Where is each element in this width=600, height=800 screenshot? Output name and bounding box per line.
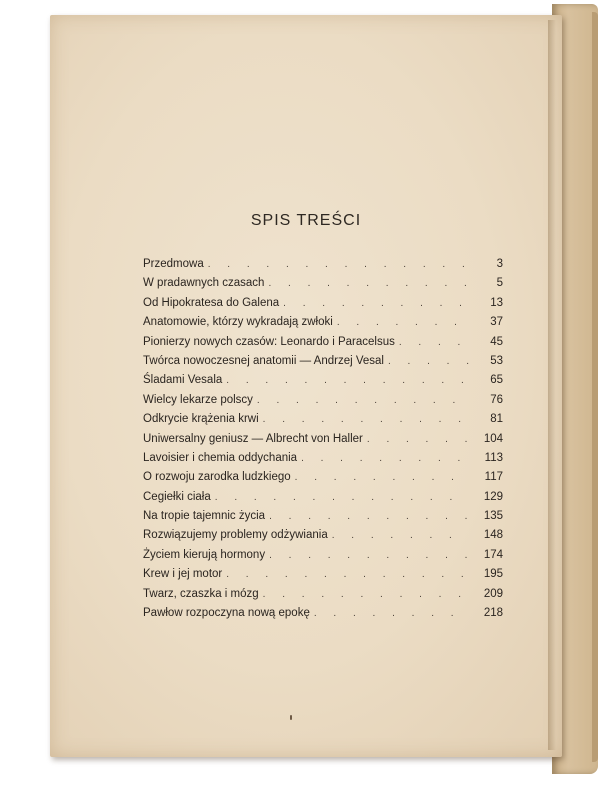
toc-dot-leader (263, 414, 469, 425)
toc-dot-leader (337, 317, 469, 328)
table-of-contents (143, 258, 503, 626)
toc-entry (143, 549, 503, 568)
toc-entry (143, 413, 503, 432)
toc-dot-leader (283, 298, 469, 309)
toc-entry (143, 336, 503, 355)
toc-dot-leader (301, 453, 469, 464)
toc-entry-page-number: 76 (490, 393, 503, 406)
toc-entry (143, 355, 503, 374)
toc-entry-page-number: 135 (483, 510, 503, 523)
toc-entry-title: Odkrycie krążenia krwi (143, 413, 259, 426)
toc-dot-leader (399, 337, 469, 348)
toc-entry (143, 394, 503, 413)
toc-entry-title: Wielcy lekarze polscy (143, 393, 253, 406)
toc-entry-page-number: 37 (490, 316, 503, 329)
toc-dot-leader (269, 550, 469, 561)
toc-entry-page-number: 129 (483, 490, 503, 503)
page-blemish (290, 715, 292, 720)
toc-dot-leader (226, 375, 469, 386)
toc-dot-leader (268, 278, 469, 289)
toc-dot-leader (263, 589, 469, 600)
toc-entry-title: Od Hipokratesa do Galena (143, 296, 280, 309)
toc-entry-page-number: 81 (490, 413, 503, 426)
toc-entry-page-number: 13 (490, 296, 503, 309)
toc-entry (143, 510, 503, 529)
toc-entry-page-number: 218 (483, 607, 503, 620)
toc-dot-leader (226, 569, 469, 580)
toc-entry (143, 452, 503, 471)
book-spine-edge (592, 12, 598, 762)
toc-entry-title: Krew i jej motor (143, 568, 223, 581)
toc-entry-page-number: 5 (496, 277, 503, 290)
toc-entry (143, 316, 503, 335)
toc-entry-title: Pionierzy nowych czasów: Leonardo i Paracelsus (143, 335, 395, 348)
toc-entry (143, 297, 503, 316)
toc-entry-page-number: 195 (483, 568, 503, 581)
toc-entry (143, 471, 503, 490)
toc-entry-title: Przedmowa (143, 258, 204, 270)
toc-entry-page-number: 65 (490, 374, 503, 387)
toc-entry-title: Na tropie tajemnic życia (143, 510, 266, 523)
toc-entry-page-number: 3 (496, 258, 503, 270)
toc-entry-title: Cegiełki ciała (143, 490, 211, 503)
toc-entry-title: Śladami Vesala (143, 374, 223, 387)
toc-dot-leader (208, 259, 469, 270)
toc-heading: SPIS TREŚCI (250, 212, 362, 229)
toc-entry-title: Życiem kierują hormony (143, 548, 266, 561)
toc-entry-title: W pradawnych czasach (143, 277, 265, 290)
toc-dot-leader (257, 395, 469, 406)
toc-dot-leader (215, 492, 469, 503)
toc-entry-page-number: 104 (483, 432, 503, 445)
toc-dot-leader (314, 608, 469, 619)
toc-entry-page-number: 117 (484, 471, 503, 484)
toc-entry-page-number: 209 (483, 587, 503, 600)
toc-dot-leader (388, 356, 469, 367)
toc-dot-leader (367, 434, 469, 445)
toc-entry-title: O rozwoju zarodka ludzkiego (143, 471, 291, 484)
toc-entry-page-number: 148 (483, 529, 503, 542)
toc-entry-page-number: 53 (490, 354, 503, 367)
toc-entry-title: Anatomowie, którzy wykradają zwłoki (143, 316, 333, 329)
book-page (50, 15, 562, 757)
toc-entry (143, 529, 503, 548)
toc-entry (143, 277, 503, 296)
toc-entry-title: Twórca nowoczesnej anatomii — Andrzej Vesal (143, 354, 384, 367)
toc-entry-title: Pawłow rozpoczyna nową epokę (143, 607, 310, 620)
toc-entry (143, 491, 503, 510)
toc-dot-leader (269, 511, 469, 522)
toc-entry-title: Rozwiązujemy problemy odżywiania (143, 529, 328, 542)
toc-entry (143, 588, 503, 607)
toc-entry-title: Twarz, czaszka i mózg (143, 587, 259, 600)
toc-entry-page-number: 45 (490, 335, 503, 348)
toc-entry-page-number: 174 (483, 548, 503, 561)
toc-entry (143, 568, 503, 587)
toc-entry (143, 607, 503, 626)
toc-entry-page-number: 113 (484, 451, 503, 464)
toc-entry-title: Lavoisier i chemia oddychania (143, 451, 298, 464)
toc-entry (143, 258, 503, 277)
toc-dot-leader (332, 530, 469, 541)
toc-dot-leader (295, 472, 469, 483)
toc-entry (143, 374, 503, 393)
toc-entry (143, 433, 503, 452)
toc-entry-title: Uniwersalny geniusz — Albrecht von Haller (143, 432, 363, 445)
page-fold-shadow (548, 20, 556, 750)
